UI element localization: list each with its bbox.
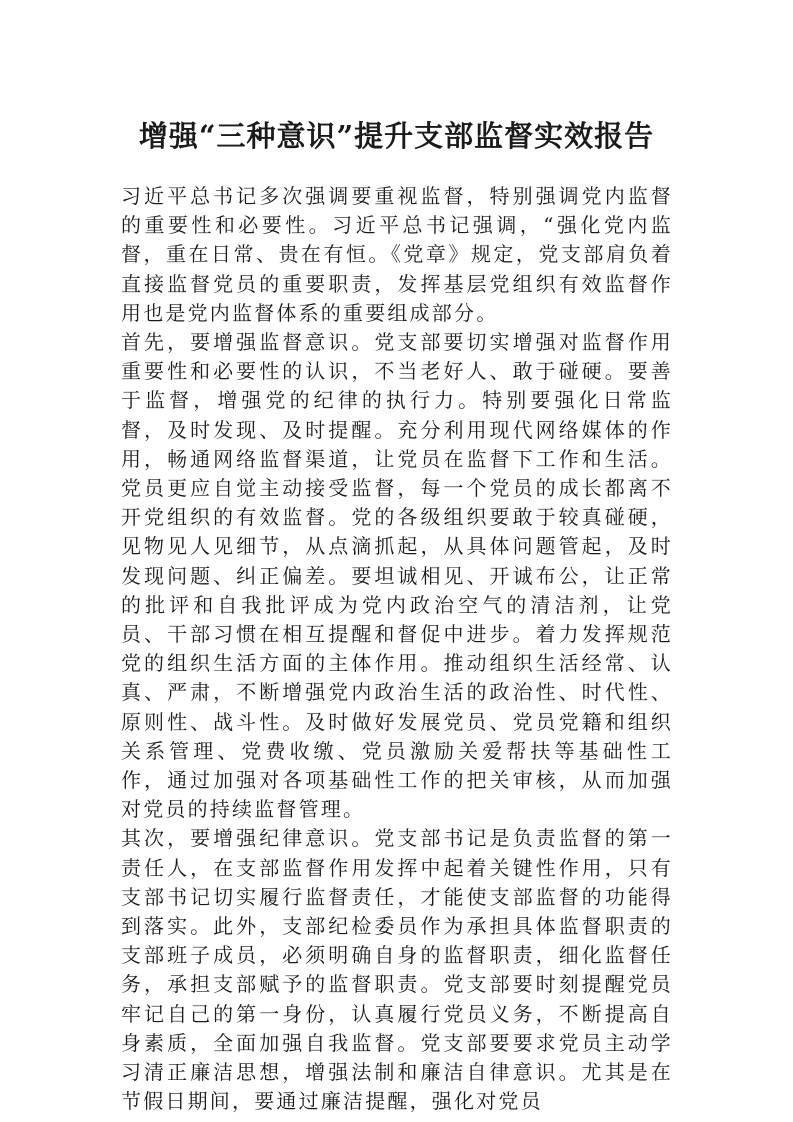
- document-body: [121, 182, 673, 1117]
- paragraph-supervision-awareness: 首先，要增强监督意识。党支部要切实增强对监督作用重要性和必要性的认识，不当老好人、敢于碰硬。要善于监督，增强党的纪律的执行力。特别要强化日常监督，及时发现、及时提醒。充分利用现代网络媒体的作用，畅通网络监督渠道，让党员在监督下工作和生活。党员更应自觉主动接受监督，每一个党员的成长都离不开党组织的有效监督。党的各级组织要敢于较真碰硬，见物见人见细节，从点滴抓起，从具体问题管起，及时发现问题、纠正偏差。要坦诚相见、开诚布公，让正常的批评和自我批评成为党内政治空气的清洁剂，让党员、干部习惯在相互提醒和督促中进步。着力发挥规范党的组织生活方面的主体作用。推动组织生活经常、认真、严肃，不断增强党内政治生活的政治性、时代性、原则性、战斗性。及时做好发展党员、党员党籍和组织关系管理、党费收缴、党员激励关爱帮扶等基础性工作，通过加强对各项基础性工作的把关审核，从而加强对党员的持续监督管理。: [121, 330, 673, 822]
- paragraph-discipline-awareness: 其次，要增强纪律意识。党支部书记是负责监督的第一责任人，在支部监督作用发挥中起着关键性作用，只有支部书记切实履行监督责任，才能使支部监督的功能得到落实。此外，支部纪检委员作为承担具体监督职责的支部班子成员，必须明确自身的监督职责，细化监督任务，承担支部赋予的监督职责。党支部要时刻提醒党员牢记自己的第一身份，认真履行党员义务，不断提高自身素质，全面加强自我监督。党支部要要求党员主动学习清正廉洁思想，增强法制和廉洁自律意识。尤其是在节假日期间，要通过廉洁提醒，强化对党员: [121, 826, 673, 1114]
- paragraph-intro: 习近平总书记多次强调要重视监督，特别强调党内监督的重要性和必要性。习近平总书记强调，“强化党内监督，重在日常、贵在有恒。《党章》规定，党支部肩负着直接监督党员的重要职责，发挥基层党组织有效监督作用也是党内监督体系的重要组成部分。: [121, 184, 673, 325]
- document-title: 增强“三种意识”提升支部监督实效报告: [138, 119, 655, 153]
